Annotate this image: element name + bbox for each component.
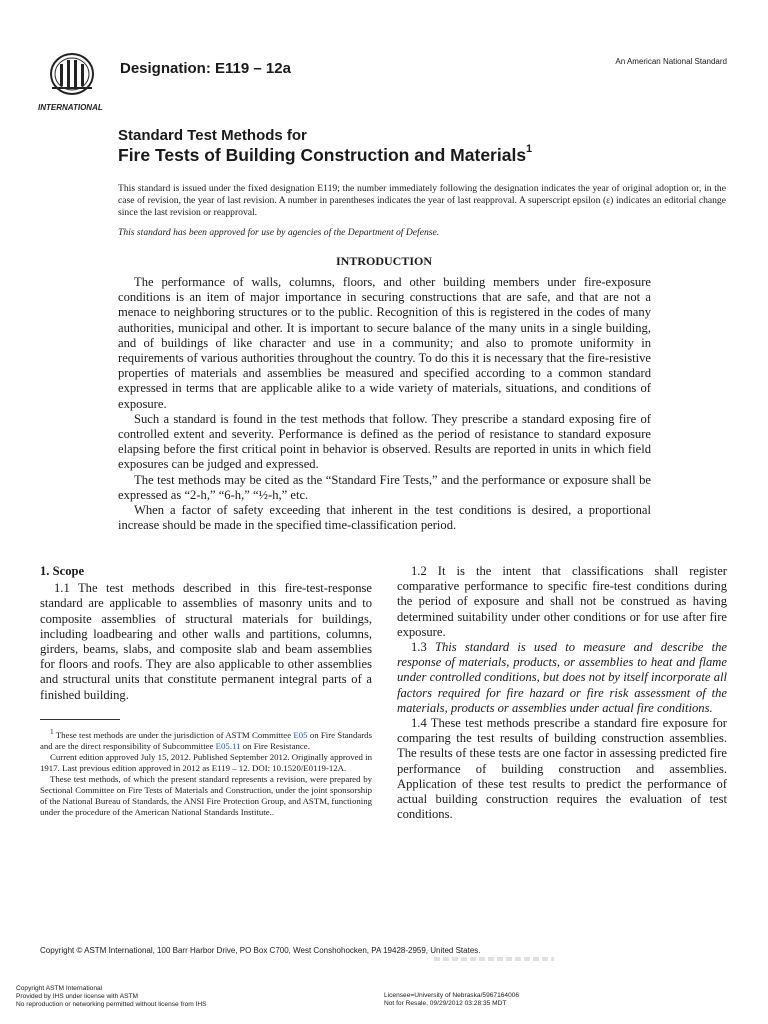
dod-approval-note: This standard has been approved for use by agencies of the Department of Defense.	[118, 227, 440, 238]
footnote-text: These test methods are under the jurisdiction of ASTM Committee	[55, 729, 292, 740]
title-line-2: Fire Tests of Building Construction and Materials	[118, 145, 527, 165]
faint-watermark-line	[434, 957, 554, 961]
issuance-notice: This standard is issued under the fixed designation E119; the number immediately following the designation indicates the year of original adoption or, in the case of revision, the year of last revision. A number in parentheses indicates the year of last reapproval. A superscript epsilon (ε) indicates an editorial change since the last revision or reapproval.	[118, 183, 726, 218]
licensee-line: Licensee=University of Nebraska/5967164006	[384, 992, 520, 999]
resale-line: Not for Resale, 09/29/2012 03:28:35 MDT	[384, 999, 507, 1007]
footnote-1	[40, 726, 372, 752]
astm-logo-icon	[38, 50, 116, 114]
footnote-mark: 1	[50, 727, 54, 736]
introduction-body	[118, 275, 651, 533]
section-1-1: 1.1 The test methods described in this fire-test-response standard are applicable to assemblies of masonry units and to composite assemblies of structural materials for buildings, including loadbearing and other walls and partitions, columns, girders, beams, slabs, and composite slab and beam assemblies for floors and roofs. They are also applicable to other assemblies and structural units that constitute permanent integral parts of a finished building.	[40, 581, 372, 702]
footnotes	[40, 726, 372, 818]
section-1-3	[397, 640, 727, 716]
section-1-4: 1.4 These test methods prescribe a standard fire exposure for comparing the test results of building construction assemblies. The results of these tests are one factor in assessing predicted fire performance of building construction and assemblies. Application of these test results to predict the performance of actual building construction requires the evaluation of test conditions.	[397, 716, 727, 822]
intro-paragraph: When a factor of safety exceeding that inherent in the test conditions is desired, a proportional increase should be made in the specified time-classification period.	[118, 503, 651, 533]
license-line: Provided by IHS under license with ASTM	[16, 992, 139, 1000]
right-column	[397, 564, 727, 822]
committee-e05-link[interactable]: E05	[293, 729, 308, 740]
edition-note: Current edition approved July 15, 2012. Published September 2012. Originally approved in 1917. Last previous edition approved in 2012 as E119 – 12. DOI: 10.1520/E0119-12A.	[40, 751, 372, 773]
intro-paragraph: The test methods may be cited as the “Standard Fire Tests,” and the performance or exposure shall be expressed as “2-h,” “6-h,” “½-h,” etc.	[118, 472, 651, 502]
footnote-divider	[40, 719, 120, 720]
section-1-3-number: 1.3	[411, 640, 427, 655]
section-1-2: 1.2 It is the intent that classifications shall register comparative performance to specific fire-test conditions during the period of exposure and shall not be construed as having determined suitability under other conditions or for use after fire exposure.	[397, 564, 727, 639]
logo-subtitle: INTERNATIONAL	[38, 103, 103, 112]
intro-paragraph: Such a standard is found in the test methods that follow. They prescribe a standard exposing fire of controlled extent and severity. Performance is defined as the period of resistance to standard exposure elapsing before the first critical point in behavior is observed. Results are reported in units in which field exposures can be judged and expressed.	[118, 411, 651, 472]
document-title	[118, 145, 532, 166]
scope-heading: 1. Scope	[40, 564, 85, 578]
footnote-text: on Fire Resistance.	[242, 740, 310, 751]
introduction-heading: INTRODUCTION	[335, 254, 432, 268]
license-line: Copyright ASTM International	[16, 985, 103, 992]
subcommittee-e05-11-link[interactable]: E05.11	[215, 740, 241, 751]
license-line: No reproduction or networking permitted without license from IHS	[16, 1000, 207, 1008]
title-line-1: Standard Test Methods for	[118, 127, 307, 144]
license-notice-right	[384, 992, 519, 1008]
designation: Designation: E119 – 12a	[120, 60, 291, 77]
footnote-text: on Fire Standards and are the direct responsibility of Subcommittee	[40, 729, 372, 751]
astm-logo	[38, 50, 116, 114]
national-standard-label: An American National Standard	[615, 57, 727, 66]
copyright-line: Copyright © ASTM International, 100 Barr Harbor Drive, PO Box C700, West Conshohocken, PA 19428-2959, United States.	[40, 946, 481, 955]
history-note: These test methods, of which the present standard represents a revision, were prepared by Sectional Committee on Fire Tests of Materials and Construction, under the joint sponsorship of the National Bureau of Standards, the ANSI Fire Protection Group, and ASTM, functioning under the procedure of the American National Standards Institute..	[40, 773, 372, 817]
left-column	[40, 564, 372, 703]
license-notice-left	[16, 985, 207, 1008]
section-1-3-text: This standard is used to measure and describe the response of materials, products, or assemblies to heat and flame under controlled conditions, but does not by itself incorporate all factors required for fire hazard or fire risk assessment of the materials, products or assemblies under actual fire conditions.	[397, 640, 727, 715]
intro-paragraph: The performance of walls, columns, floors, and other building members under fire-exposure conditions is an item of major importance in securing constructions that are safe, and that are not a menace to neighboring structures or to the public. Recognition of this is registered in the codes of many authorities, municipal and other. It is important to secure balance of the many units in a single building, and of buildings of like character and use in a community; and also to promote uniformity in requirements of various authorities throughout the country. To do this it is necessary that the fire-resistive properties of materials and assemblies be measured and specified according to a common standard expressed in terms that are applicable alike to a wide variety of materials, situations, and conditions of exposure.	[118, 275, 651, 411]
title-footnote-mark: 1	[526, 143, 533, 155]
